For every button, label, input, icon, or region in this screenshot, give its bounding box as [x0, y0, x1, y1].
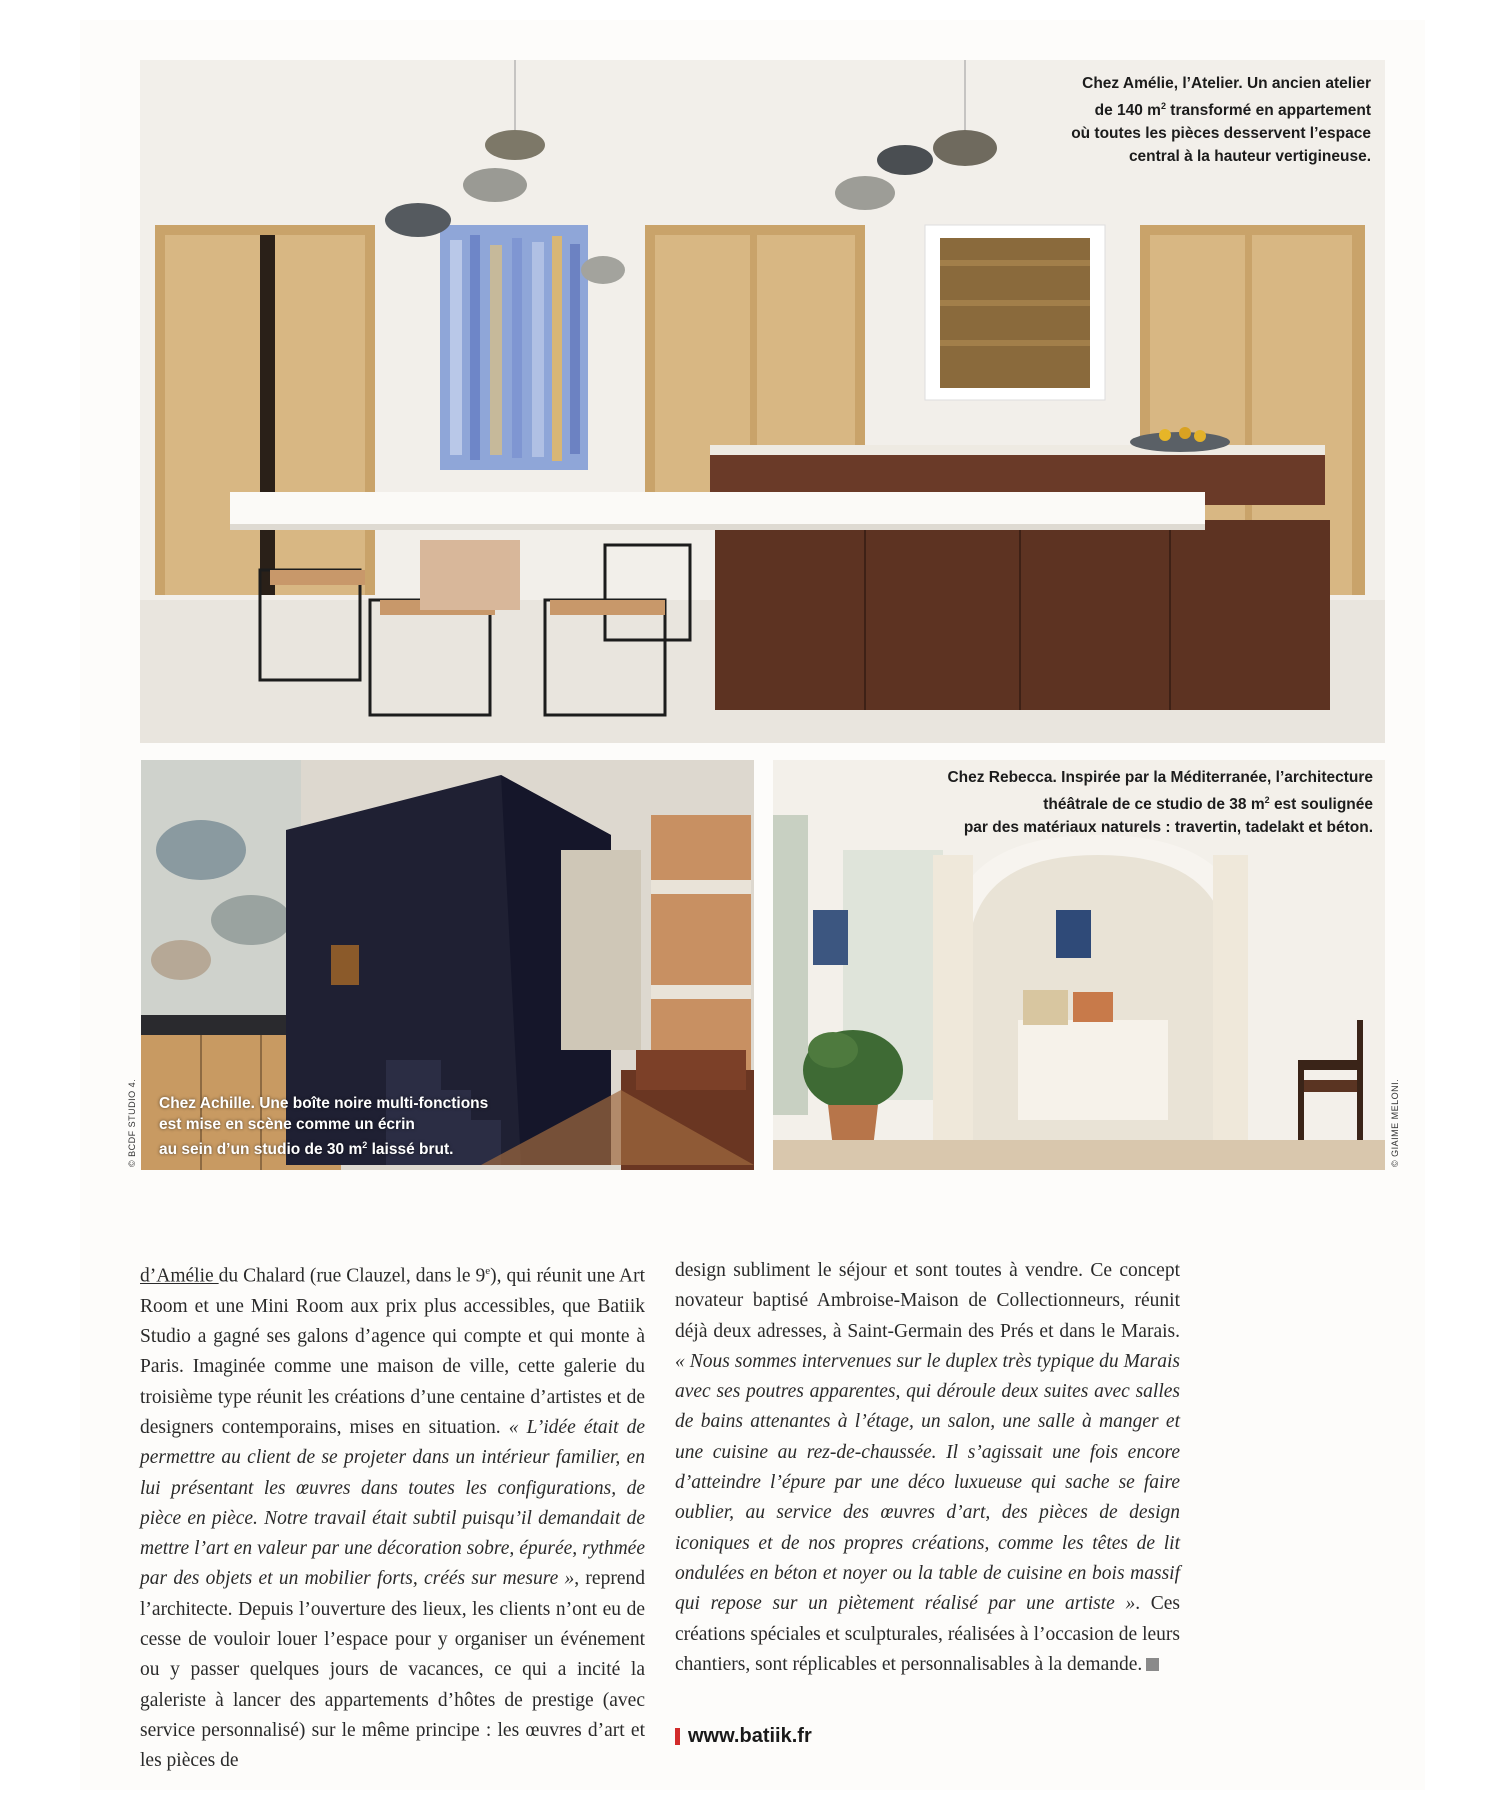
photo-credit-meloni: © GIAIME MELONI. — [1390, 1078, 1400, 1167]
caption-amelie: Chez Amélie, l’Atelier. Un ancien atelier de 140 $m^2$ transformé en appartement où toutes les pièces desservent l’espace central à la hauteur vertigineuse. — [1071, 75, 1371, 166]
quote-marais: « Nous sommes intervenues sur le duplex très typique du Marais avec ses poutres apparentes, qui déroule deux suites avec salles de bains attenantes à l’étage, un salon, une salle à manger et une cuisine au rez-de-chaussée. Il s’agissait une fois encore d’atteindre l’épure par une déco luxueuse qui sache se faire oublier, au service des œuvres d’art, des pièces de design iconiques et de nos propres créations, comme les têtes de lit ondulées en béton et noyer ou la table de cuisine en bois massif qui repose sur un piètement réalisé par une artiste » — [675, 1350, 1180, 1615]
caption-rebecca: Chez Rebecca. Inspirée par la Méditerranée, l’architecture théâtrale de ce studio de 38 $m^2$ est soulignée par des matériaux naturels : travertin, tadelakt et béton. — [947, 769, 1373, 837]
photo-amelie-atelier — [140, 60, 1385, 743]
end-of-article-mark — [1146, 1658, 1159, 1671]
link-amelie[interactable]: d’Amélie — [140, 1265, 219, 1287]
website-link[interactable]: www.batiik.fr — [675, 1725, 812, 1748]
article-column-2: design subliment le séjour et sont toutes à vendre. Ce concept novateur baptisé Ambroise-Maison de Collectionneurs, réunit déjà deux adresses, à Saint-Germain des Prés et dans le Marais. « Nous sommes intervenues sur le duplex très typique du Marais avec ses poutres apparentes, qui déroule deux suites avec salles de bains attenantes à l’étage, un salon, une salle à manger et une cuisine au rez-de-chaussée. Il s’agissait une fois encore d’atteindre l’épure par une déco luxueuse qui sache se faire oublier, au service des œuvres d’art, des pièces de design iconiques et de nos propres créations, comme les têtes de lit ondulées en béton et noyer ou la table de cuisine en bois massif qui repose sur un piètement réalisé par une artiste ». Ces créations spéciales et sculpturales, réalisées à l’occasion de leurs chantiers, sont réplicables et personnalisables à la demande. — [675, 1260, 1180, 1675]
photo-credit-bcdf: © BCDF STUDIO 4. — [127, 1078, 137, 1167]
photo-rebecca-studio — [773, 760, 1385, 1170]
caption-achille: Chez Achille. Une boîte noire multi-fonctions est mise en scène comme un écrin au sein d’un studio de 30 $m^2$ laissé brut. — [159, 1094, 489, 1158]
quote-architect: « L’idée était de permettre au client de se projeter dans un intérieur familier, en lui présentant les œuvres dans toutes les configurations, de pièce en pièce. Notre travail était subtil puisqu’il demandait de mettre l’art en valeur par une décoration sobre, épurée, rythmée par des objets et un mobilier forts, créés sur mesure » — [140, 1416, 646, 1590]
article-column-1: d’Amélie du Chalard (rue Clauzel, dans le 9e), qui réunit une Art Room et une Mini Room aux prix plus accessibles, que Batiik Studio a gagné ses galons d’agence qui compte et qui monte à Paris. Imaginée comme une maison de ville, cette galerie du troisième type réunit les créations d’une centaine d’artistes et de designers contemporains, mises en situation. « L’idée était de permettre au client de se projeter dans un intérieur familier, en lui présentant les œuvres dans toutes les configurations, de pièce en pièce. Notre travail était subtil puisqu’il demandait de mettre l’art en valeur par une décoration sobre, épurée, rythmée par des objets et un mobilier forts, créés sur mesure », reprend l’architecte. Depuis l’ouverture des lieux, les clients n’ont eu de cesse de vouloir louer l’espace pour y organiser un événement ou y passer quelques jours de vacances, ce qui a incité la galeriste à lancer des appartements d’hôtes de prestige (avec service personnalisé) sur le même principe : les œuvres d’art et les pièces de — [140, 1265, 646, 1772]
red-bar-marker — [675, 1728, 680, 1745]
photo-achille-studio — [141, 760, 754, 1170]
magazine-page — [80, 20, 1425, 1790]
